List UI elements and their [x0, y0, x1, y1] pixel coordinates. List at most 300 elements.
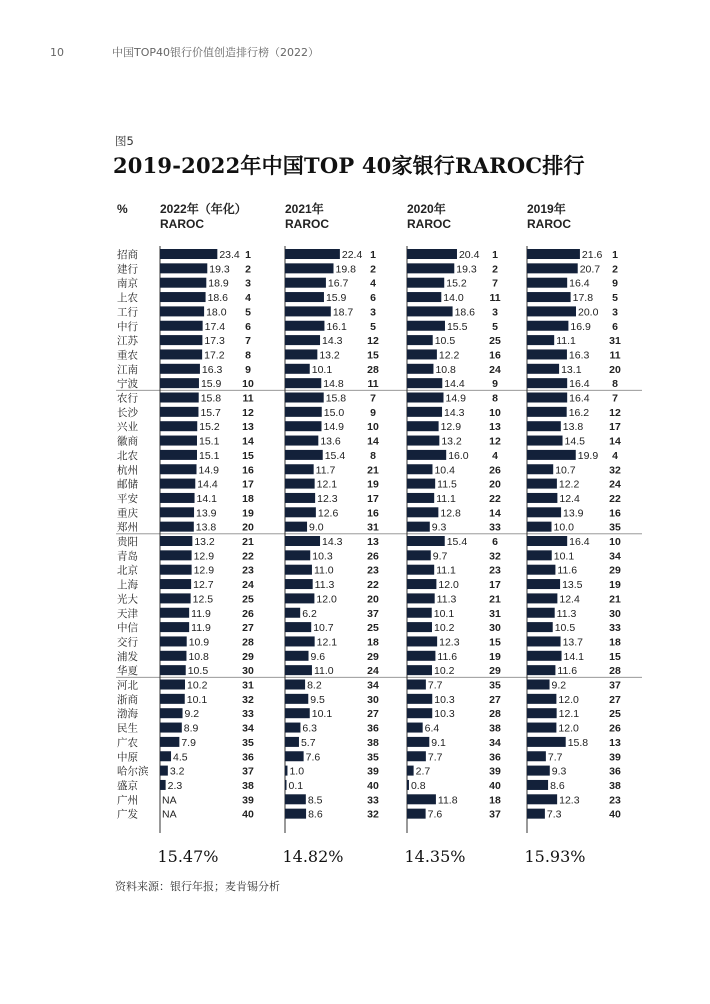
bar [285, 622, 311, 632]
rank-label: 16 [242, 464, 254, 477]
value-label: 15.2 [446, 277, 467, 290]
bar [527, 263, 578, 273]
bar [160, 364, 200, 374]
unit-label: % [117, 202, 128, 216]
rank-label: 5 [492, 320, 498, 333]
rank-label: 33 [609, 622, 621, 635]
average-label: 15.47% [157, 847, 219, 866]
value-label: 8.9 [183, 722, 199, 735]
rank-label: 31 [609, 335, 621, 348]
bar [160, 407, 198, 417]
category-label: 江南 [117, 363, 138, 376]
page-number: 10 [50, 46, 64, 59]
category-label: 重农 [117, 349, 138, 362]
value-label: 13.7 [562, 636, 584, 649]
rank-label: 28 [489, 708, 501, 721]
bar [527, 694, 556, 704]
category-label: 兴业 [117, 421, 138, 434]
rank-label: 4 [370, 277, 376, 290]
bar [527, 651, 562, 661]
bar [285, 794, 306, 804]
value-label: 14.4 [197, 478, 218, 491]
bar [407, 407, 442, 417]
value-label: 3.2 [169, 765, 185, 778]
rank-label: 24 [367, 665, 379, 678]
bar [527, 493, 557, 503]
value-label: 11.5 [437, 478, 457, 491]
rank-label: 2 [612, 263, 618, 276]
value-label: 10.7 [555, 464, 576, 477]
bar [527, 278, 567, 288]
value-label: 13.1 [561, 363, 582, 376]
rank-label: 35 [367, 751, 379, 764]
bar [407, 737, 429, 747]
value-label: 14.3 [322, 536, 343, 548]
bar [527, 809, 545, 819]
bar [407, 479, 435, 489]
rank-label: 40 [609, 808, 621, 821]
value-label: 20.4 [458, 249, 480, 261]
bar [527, 608, 555, 618]
value-label: 15.2 [199, 421, 220, 434]
category-label: 交行 [117, 636, 138, 649]
rank-label: 16 [609, 507, 621, 520]
figure-title: 2019-2022年中国TOP 40家银行RAROC排行 [113, 153, 585, 178]
rank-label: 19 [489, 650, 501, 663]
value-label: 16.3 [568, 349, 590, 362]
rank-label: 32 [489, 550, 501, 563]
value-label: 12.8 [440, 507, 461, 520]
bar [160, 737, 179, 747]
bar [407, 579, 436, 589]
category-label: 邮储 [117, 478, 138, 491]
value-label: 16.4 [569, 392, 590, 405]
bar [527, 708, 557, 718]
value-label: 7.6 [427, 808, 443, 821]
value-label: 12.4 [559, 492, 580, 505]
bar [160, 780, 166, 790]
bar [285, 608, 300, 618]
rank-label: 13 [242, 421, 254, 434]
value-label: 9.3 [431, 521, 447, 534]
value-label: 11.6 [437, 650, 458, 663]
category-label: 青岛 [117, 550, 138, 563]
bar [527, 321, 568, 331]
value-label: 18.6 [454, 306, 476, 319]
rank-label: 33 [489, 521, 501, 534]
value-label: 13.8 [195, 521, 217, 534]
value-label: 11.3 [314, 579, 335, 592]
value-label: 6.3 [302, 722, 318, 735]
bar [160, 436, 197, 446]
bar [160, 464, 197, 474]
bar [527, 464, 553, 474]
value-label: 16.0 [448, 449, 469, 462]
bar [285, 579, 313, 589]
category-label: 宁波 [117, 378, 138, 391]
bar [527, 450, 576, 460]
bar [160, 249, 217, 259]
rank-label: 21 [367, 464, 379, 477]
bar [160, 278, 206, 288]
value-label: 11.9 [191, 607, 211, 620]
value-label: 9.3 [551, 765, 567, 778]
rank-label: 8 [370, 449, 376, 462]
category-label: 哈尔滨 [117, 765, 149, 778]
rank-label: 21 [489, 593, 501, 606]
value-label: 11.0 [313, 564, 334, 577]
rank-label: 13 [489, 421, 501, 434]
rank-label: 22 [242, 550, 254, 563]
value-label: 10.1 [553, 550, 575, 563]
rank-label: 1 [245, 249, 251, 261]
category-label: 北农 [117, 449, 138, 462]
bar [285, 321, 324, 331]
value-label: 12.4 [559, 593, 580, 606]
rank-label: 34 [489, 736, 501, 749]
bar [407, 593, 435, 603]
rank-label: 32 [609, 464, 621, 477]
rank-label: 36 [609, 765, 621, 778]
value-label: 12.6 [317, 507, 339, 520]
bar [160, 349, 202, 359]
rank-label: 15 [609, 650, 621, 663]
bar [285, 306, 331, 316]
bar [285, 292, 324, 302]
rank-label: 17 [242, 478, 254, 491]
category-label: 长沙 [117, 406, 138, 419]
value-label: 11.1 [556, 335, 576, 348]
bar [527, 622, 553, 632]
category-label: 贵阳 [117, 536, 138, 548]
bar [527, 421, 561, 431]
bar [285, 751, 304, 761]
average-label: 14.35% [404, 847, 466, 866]
value-label: 13.9 [196, 507, 217, 520]
rank-label: 35 [242, 736, 254, 749]
value-label: 15.1 [198, 435, 220, 448]
bar [285, 766, 287, 776]
bar [285, 349, 317, 359]
bar [527, 723, 556, 733]
bar [160, 593, 191, 603]
bar [407, 651, 435, 661]
bar [160, 378, 199, 388]
value-label: 11.3 [436, 593, 457, 606]
rank-label: 9 [612, 277, 618, 290]
value-label: 11.3 [556, 607, 577, 620]
rank-label: 9 [245, 363, 251, 376]
bar [285, 364, 310, 374]
value-label: 19.9 [577, 449, 599, 462]
value-label: 10.3 [434, 708, 455, 721]
bar [407, 608, 432, 618]
value-label: 16.4 [569, 378, 590, 391]
bar [407, 393, 444, 403]
value-label: 14.1 [196, 492, 217, 505]
bar [160, 306, 204, 316]
bar [160, 751, 171, 761]
category-label: 杭州 [117, 464, 138, 477]
value-label: 12.1 [316, 636, 338, 649]
value-label: 14.9 [198, 464, 219, 477]
value-label: 10.5 [187, 665, 209, 678]
bar [407, 723, 423, 733]
rank-label: 29 [367, 650, 379, 663]
bar [527, 593, 557, 603]
bar [527, 536, 567, 546]
value-label: 16.9 [570, 320, 591, 333]
value-label: 10.2 [433, 665, 455, 678]
bar [160, 579, 191, 589]
category-label: 浙商 [117, 693, 138, 706]
value-label: 15.8 [567, 736, 589, 749]
bar [285, 550, 310, 560]
category-label: 平安 [117, 492, 138, 505]
value-label: 13.8 [562, 421, 584, 434]
bar [285, 464, 314, 474]
column-header-line1: 2020年 [407, 202, 446, 216]
bar [527, 665, 555, 675]
rank-label: 18 [242, 492, 254, 505]
bar [407, 522, 430, 532]
bar [527, 249, 580, 259]
value-label: 10.1 [186, 693, 208, 706]
rank-label: 30 [367, 693, 379, 706]
rank-label: 18 [367, 636, 379, 649]
column-header-line1: 2022年（年化） [160, 202, 247, 216]
rank-label: 7 [245, 335, 251, 348]
value-label: 20.7 [579, 263, 601, 276]
value-label: 14.3 [322, 335, 343, 348]
rank-label: 11 [242, 392, 254, 405]
value-label: 15.4 [324, 449, 346, 462]
bar [285, 479, 315, 489]
rank-label: 14 [367, 435, 379, 448]
value-label: 10.1 [433, 607, 455, 620]
rank-label: 19 [609, 579, 621, 592]
rank-label: 9 [370, 406, 376, 419]
rank-label: 23 [489, 564, 501, 577]
value-label: 12.3 [317, 492, 338, 505]
bar [285, 522, 307, 532]
category-label: 徽商 [117, 435, 138, 448]
bar [407, 636, 437, 646]
bar [285, 780, 287, 790]
rank-label: 37 [609, 679, 621, 692]
rank-label: 10 [367, 421, 379, 434]
category-label: 河北 [117, 679, 138, 692]
category-label: 北京 [117, 564, 138, 577]
rank-label: 18 [489, 794, 501, 807]
bar [407, 622, 432, 632]
value-label: 14.4 [444, 378, 465, 391]
bar [285, 407, 322, 417]
category-label: 江苏 [117, 335, 138, 348]
rank-label: 11 [609, 349, 621, 362]
value-label: 10.1 [311, 708, 333, 721]
rank-label: 12 [489, 435, 501, 448]
value-label: 13.6 [320, 435, 341, 448]
rank-label: 18 [609, 636, 621, 649]
rank-label: 6 [245, 320, 251, 333]
bar [160, 393, 199, 403]
bar [160, 680, 185, 690]
value-label: 16.2 [568, 406, 590, 419]
bar [160, 479, 195, 489]
value-label: 0.1 [288, 779, 304, 792]
bar [527, 292, 571, 302]
value-label: 17.2 [204, 349, 225, 362]
value-label: 15.8 [325, 392, 347, 405]
bar [407, 364, 433, 374]
bar [285, 436, 318, 446]
rank-label: 3 [492, 306, 498, 319]
rank-label: 20 [242, 521, 254, 534]
value-label: 17.8 [572, 292, 594, 305]
value-label: 15.7 [200, 406, 221, 419]
value-label: 4.5 [173, 751, 188, 764]
bar [527, 565, 555, 575]
bar [527, 349, 567, 359]
rank-label: 37 [367, 607, 379, 620]
rank-label: 29 [609, 564, 621, 577]
bar [527, 378, 567, 388]
rank-label: 31 [242, 679, 254, 692]
value-label: 11.8 [437, 794, 458, 807]
value-label: 13.2 [441, 435, 462, 448]
rank-label: 36 [367, 722, 379, 735]
bar [407, 550, 431, 560]
value-label: 15.8 [200, 392, 222, 405]
bar [527, 737, 566, 747]
bar [160, 723, 182, 733]
column-header-line1: 2021年 [285, 202, 324, 216]
rank-label: 25 [367, 622, 379, 635]
rank-label: 39 [489, 765, 501, 778]
value-label: 18.7 [332, 306, 354, 319]
bar [160, 493, 195, 503]
rank-label: 12 [609, 406, 621, 419]
rank-label: 15 [242, 449, 254, 462]
rank-label: 26 [489, 464, 501, 477]
value-label: 8.6 [308, 808, 323, 821]
value-label: 8.6 [550, 779, 565, 792]
value-label: 12.0 [558, 722, 579, 735]
bar [407, 507, 438, 517]
rank-label: 38 [367, 736, 379, 749]
bar [407, 680, 426, 690]
rank-label: 13 [609, 736, 621, 749]
rank-label: 28 [242, 636, 254, 649]
rank-label: 38 [489, 722, 501, 735]
rank-label: 7 [492, 277, 498, 290]
rank-label: 11 [367, 378, 379, 391]
rank-label: 4 [245, 292, 251, 305]
value-label: 10.9 [188, 636, 210, 649]
bar [527, 751, 546, 761]
value-label: 9.1 [431, 736, 446, 749]
bar [407, 421, 439, 431]
value-label: 15.9 [200, 378, 222, 391]
bar [160, 421, 197, 431]
bar [527, 407, 567, 417]
rank-label: 25 [609, 708, 621, 721]
bar [407, 306, 453, 316]
value-label: NA [162, 808, 177, 821]
value-label: 9.5 [310, 693, 325, 706]
bar [527, 479, 557, 489]
rank-label: 25 [489, 335, 501, 348]
bar [407, 249, 457, 259]
value-label: 10.2 [186, 679, 208, 692]
rank-label: 34 [367, 679, 379, 692]
value-label: 16.3 [201, 363, 223, 376]
bar [285, 278, 326, 288]
category-label: 光大 [117, 593, 138, 606]
bar [407, 278, 444, 288]
category-label: 中行 [117, 320, 138, 333]
value-label: 9.6 [310, 650, 326, 663]
value-label: 14.9 [323, 421, 344, 434]
category-label: 渤海 [117, 708, 138, 721]
rank-label: 39 [242, 794, 254, 807]
value-label: 10.0 [553, 521, 574, 534]
value-label: 9.2 [551, 679, 567, 692]
value-label: 10.5 [554, 622, 576, 635]
value-label: 11.6 [557, 564, 578, 577]
rank-label: 29 [242, 650, 254, 663]
rank-label: 27 [609, 693, 621, 706]
bar [285, 708, 310, 718]
category-label: 招商 [117, 249, 138, 261]
value-label: 16.1 [326, 320, 347, 333]
rank-label: 14 [242, 435, 254, 448]
value-label: 15.9 [325, 292, 347, 305]
rank-label: 34 [609, 550, 621, 563]
bar [285, 507, 316, 517]
value-label: 12.1 [316, 478, 338, 491]
bar [407, 708, 432, 718]
bar [160, 766, 168, 776]
value-label: 12.3 [559, 794, 580, 807]
category-label: 天津 [117, 607, 138, 620]
column-header-line2: RAROC [160, 217, 204, 231]
rank-label: 33 [242, 708, 254, 721]
bar [285, 665, 312, 675]
average-label: 14.82% [282, 847, 344, 866]
value-label: 11.1 [436, 492, 456, 505]
bar [407, 436, 439, 446]
rank-label: 20 [367, 593, 379, 606]
value-label: 2.3 [167, 779, 183, 792]
rank-label: 36 [489, 751, 501, 764]
bar [160, 522, 194, 532]
value-label: 12.0 [558, 693, 579, 706]
value-label: 7.7 [427, 751, 443, 764]
bar [527, 335, 554, 345]
rank-label: 4 [612, 449, 618, 462]
bar [527, 766, 550, 776]
bar [160, 565, 192, 575]
rank-label: 12 [367, 335, 379, 348]
value-label: 14.8 [323, 378, 344, 391]
rank-label: 30 [489, 622, 501, 635]
value-label: 7.3 [546, 808, 562, 821]
category-label: 民生 [117, 722, 138, 735]
bar [407, 565, 434, 575]
rank-label: 24 [609, 478, 621, 491]
